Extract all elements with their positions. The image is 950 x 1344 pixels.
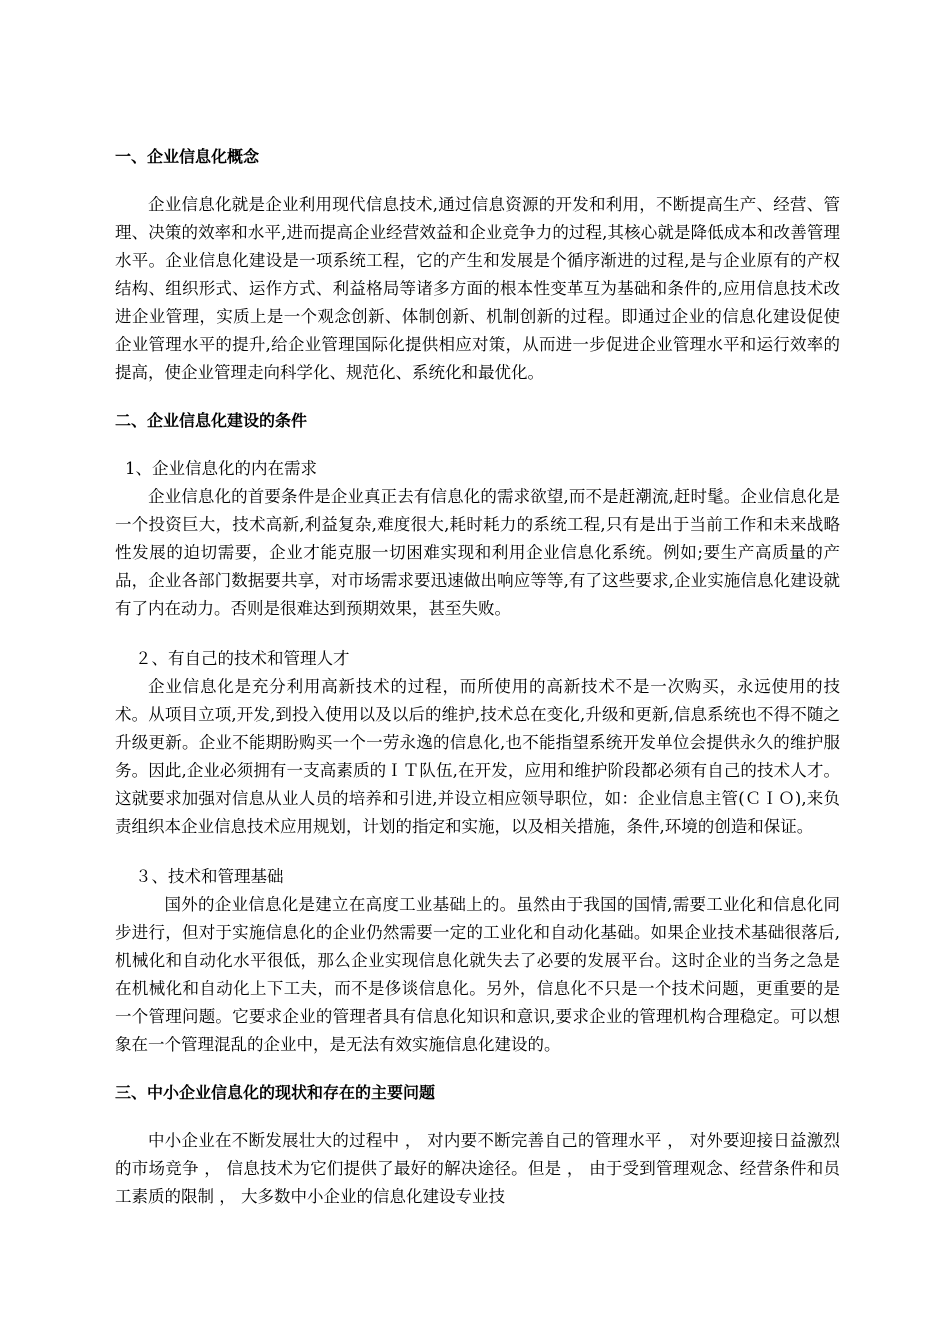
- subsection-title-internal-demand: 1、企业信息化的内在需求: [125, 459, 317, 478]
- paragraph-concept: 企业信息化就是企业利用现代信息技术,通过信息资源的开发和利用，不断提高生产、经营、管理、决策的效率和水平,进而提高企业经营效益和企业竞争力的过程,其核心就是降低成本和改善管理水平。企业信息化建设是一项系统工程，它的产生和发展是个循序渐进的过程,是与企业原有的产权结构、组织形式、运作方式、利益格局等诸多方面的根本性变革互为基础和条件的,应用信息技术改进企业管理，实质上是一个观念创新、体制创新、机制创新的过程。即通过企业的信息化建设促使企业管理水平的提升,给企业管理国际化提供相应对策，从而进一步促进企业管理水平和运行效率的提高，使企业管理走向科学化、规范化、系统化和最优化。: [115, 195, 840, 382]
- paragraph-internal-demand: 企业信息化的首要条件是企业真正去有信息化的需求欲望,而不是赶潮流,赶时髦。企业信息化是一个投资巨大，技术高新,利益复杂,难度很大,耗时耗力的系统工程,只有是出于当前工作和未来战略性发展的迫切需要，企业才能克服一切困难实现和利用企业信息化系统。例如;要生产高质量的产品，企业各部门数据要共享，对市场需求要迅速做出响应等等,有了这些要求,企业实施信息化建设就有了内在动力。否则是很难达到预期效果，甚至失败。: [115, 487, 840, 618]
- section-heading-concept: 一、企业信息化概念: [115, 147, 260, 166]
- paragraph-talent: 企业信息化是充分利用高新技术的过程，而所使用的高新技术不是一次购买，永远使用的技术。从项目立项,开发,到投入使用以及以后的维护,技术总在变化,升级和更新,信息系统也不得不随之升级更新。企业不能期盼购买一个一劳永逸的信息化,也不能指望系统开发单位会提供永久的维护服务。因此,企业必须拥有一支高素质的ＩＴ队伍,在开发，应用和维护阶段都必须有自己的技术人才。这就要求加强对信息从业人员的培养和引进,并设立相应领导职位，如：企业信息主管(ＣＩＯ),来负责组织本企业信息技术应用规划，计划的指定和实施，以及相关措施，条件,环境的创造和保证。: [115, 677, 840, 836]
- paragraph-foundation: 国外的企业信息化是建立在高度工业基础上的。虽然由于我国的国情,需要工业化和信息化同步进行，但对于实施信息化的企业仍然需要一定的工业化和自动化基础。如果企业技术基础很落后,机械化和自动化水平很低，那么企业实现信息化就失去了必要的发展平台。这时企业的当务之急是在机械化和自动化上下工夫，而不是侈谈信息化。另外，信息化不只是一个技术问题，更重要的是一个管理问题。它要求企业的管理者具有信息化知识和意识,要求企业的管理机构合理稳定。可以想象在一个管理混乱的企业中，是无法有效实施信息化建设的。: [115, 895, 840, 1054]
- subsection-title-talent: ２、有自己的技术和管理人才: [135, 649, 350, 668]
- document-page: [115, 145, 840, 1211]
- section-heading-status: 三、中小企业信息化的现状和存在的主要问题: [115, 1083, 436, 1102]
- section-heading-conditions: 二、企业信息化建设的条件: [115, 411, 308, 430]
- paragraph-status: 中小企业在不断发展壮大的过程中 ， 对内要不断完善自己的管理水平 ， 对外要迎接日益激烈的市场竞争 ， 信息技术为它们提供了最好的解决途径。但是 ， 由于受到管理观念、经营条件和员工素质的限制 ， 大多数中小企业的信息化建设专业技: [115, 1131, 840, 1206]
- subsection-title-foundation: ３、技术和管理基础: [135, 867, 284, 886]
